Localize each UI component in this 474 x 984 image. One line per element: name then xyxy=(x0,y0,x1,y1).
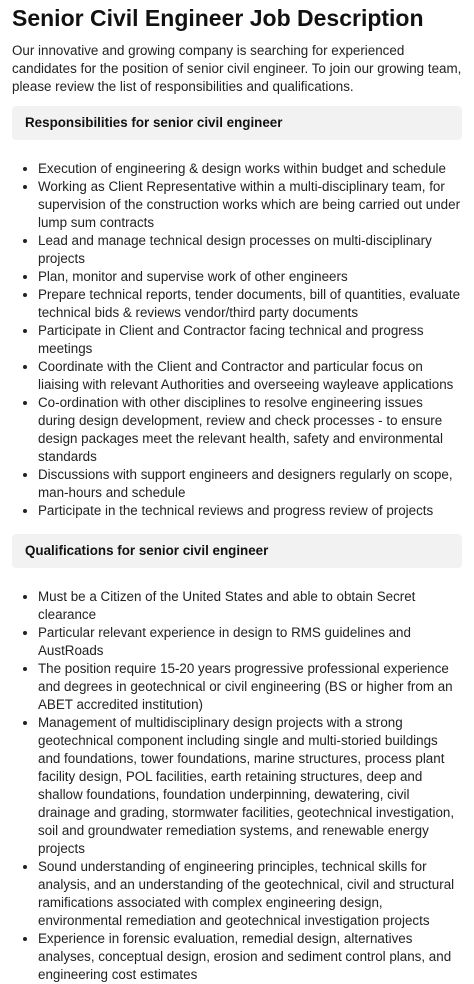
list-item: • The position require 15-20 years progressive professional experience and degrees in geotechnical or civil engineering (BS or higher from an ABET accredited institution) xyxy=(38,660,462,714)
list-item: • Working as Client Representative within a multi-disciplinary team, for supervision of the construction works which are being carried out under lump sum contracts xyxy=(38,178,462,232)
list-item: • Participate in the technical reviews and progress review of projects xyxy=(38,502,462,520)
list-item: • Discussions with support engineers and designers regularly on scope, man-hours and schedule xyxy=(38,466,462,502)
list-item: • Participate in Client and Contractor facing technical and progress meetings xyxy=(38,322,462,358)
list-item: • Lead and manage technical design processes on multi-disciplinary projects xyxy=(38,232,462,268)
list-item: • Coordinate with the Client and Contractor and particular focus on liaising with relevant Authorities and overseeing wayleave applications xyxy=(38,358,462,394)
intro-paragraph: Our innovative and growing company is searching for experienced candidates for the position of senior civil engineer. To join our growing team, please review the list of responsibilities and qualifications. xyxy=(12,43,462,94)
page-title: Senior Civil Engineer Job Description xyxy=(12,5,424,31)
qualifications-list xyxy=(12,588,462,984)
list-item: • Sound understanding of engineering principles, technical skills for analysis, and an understanding of the geotechnical, civil and structural ramifications associated with complex engineering design, environmental remediation and geotechnical investigation projects xyxy=(38,858,462,930)
list-item: • Particular relevant experience in design to RMS guidelines and AustRoads xyxy=(38,624,462,660)
qualifications-heading: Qualifications for senior civil engineer xyxy=(12,534,462,568)
list-item: • Co-ordination with other disciplines to resolve engineering issues during design development, review and check processes - to ensure design packages meet the relevant health, safety and environmental standards xyxy=(38,394,462,466)
list-item: • Execution of engineering & design works within budget and schedule xyxy=(38,160,462,178)
list-item: • Management of multidisciplinary design projects with a strong geotechnical component including single and multi-storied buildings and foundations, tower foundations, marine structures, process plant facility design, POL facilities, earth retaining structures, deep and shallow foundations, foundation underpinning, dewatering, civil drainage and grading, stormwater facilities, geotechnical investigation, soil and groundwater remediation systems, and renewable energy projects xyxy=(38,714,462,858)
list-item: • Plan, monitor and supervise work of other engineers xyxy=(38,268,462,286)
responsibilities-list xyxy=(12,160,462,520)
list-item: • Experience in forensic evaluation, remedial design, alternatives analyses, conceptual design, erosion and sediment control plans, and engineering cost estimates xyxy=(38,930,462,984)
responsibilities-heading: Responsibilities for senior civil engineer xyxy=(12,106,462,140)
list-item: • Must be a Citizen of the United States and able to obtain Secret clearance xyxy=(38,588,462,624)
list-item: • Prepare technical reports, tender documents, bill of quantities, evaluate technical bids & reviews vendor/third party documents xyxy=(38,286,462,322)
